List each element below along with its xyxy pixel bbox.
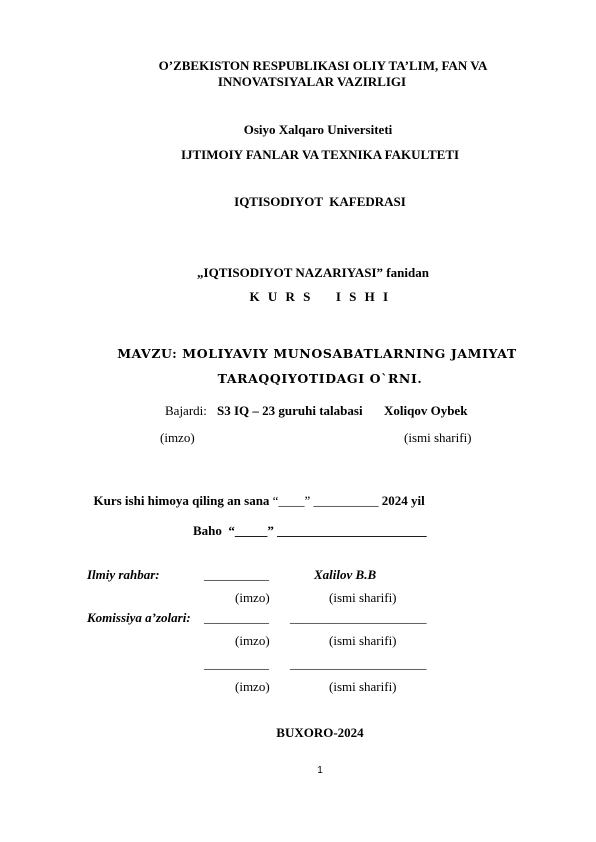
- performer-signature-caption: (imzo): [160, 430, 195, 445]
- defense-date-line: [87, 477, 425, 509]
- commission-name-blank-2: _____________________: [290, 656, 427, 671]
- ministry-line-1: O’ZBEKISTON RESPUBLIKASI OLIY TA’LIM, FAN VA: [158, 58, 488, 73]
- supervisor-signature-blank: __________: [204, 567, 269, 582]
- department-name: IQTISODIYOT KAFEDRASI: [234, 194, 406, 209]
- topic-line-1: MAVZU: MOLIYAVIY MUNOSABATLARNING JAMIYAT: [117, 346, 517, 361]
- commission-name-caption-1: (ismi sharifi): [329, 633, 397, 648]
- topic-line-2: TARAQQIYOTIDAGI O`RNI.: [217, 371, 423, 386]
- commission-label: Komissiya a’zolari:: [87, 610, 191, 625]
- commission-signature-blank-1: __________: [204, 610, 269, 625]
- commission-name-caption-2: (ismi sharifi): [329, 679, 397, 694]
- defense-quote-open: “: [272, 493, 279, 508]
- defense-day-blank: ____: [278, 493, 305, 508]
- commission-signature-blank-2: __________: [204, 656, 269, 671]
- commission-signature-caption-2: (imzo): [235, 679, 270, 694]
- commission-name-blank-1: _____________________: [290, 610, 427, 625]
- defense-month-blank: ” __________: [304, 493, 382, 508]
- performer-label: Bajardi:: [165, 403, 207, 418]
- performer-group: S3 IQ – 23 guruhi talabasi: [217, 403, 363, 418]
- work-type: K U R S I S H I: [249, 289, 391, 304]
- ministry-line-2: INNOVATSIYALAR VAZIRLIGI: [217, 74, 407, 89]
- city-year: BUXORO-2024: [276, 725, 364, 740]
- defense-year: 2024 yil: [381, 493, 425, 508]
- performer-name: Xoliqov Oybek: [384, 403, 468, 418]
- supervisor-signature-caption: (imzo): [235, 590, 270, 605]
- supervisor-name-caption: (ismi sharifi): [329, 590, 397, 605]
- grade-line: Baho “_____” _______________________: [193, 523, 427, 538]
- defense-text: Kurs ishi himoya qiling an sana: [93, 493, 273, 508]
- faculty-name: IJTIMOIY FANLAR VA TEXNIKA FAKULTETI: [180, 147, 460, 162]
- commission-signature-caption-1: (imzo): [235, 633, 270, 648]
- university-name: Osiyo Xalqaro Universiteti: [243, 122, 393, 137]
- supervisor-label: Ilmiy rahbar:: [87, 567, 160, 582]
- page-number: 1: [317, 765, 323, 776]
- subject-title: „IQTISODIYOT NAZARIYASI” fanidan: [197, 265, 429, 280]
- supervisor-name: Xalilov B.B: [314, 567, 377, 582]
- performer-name-caption: (ismi sharifi): [404, 430, 472, 445]
